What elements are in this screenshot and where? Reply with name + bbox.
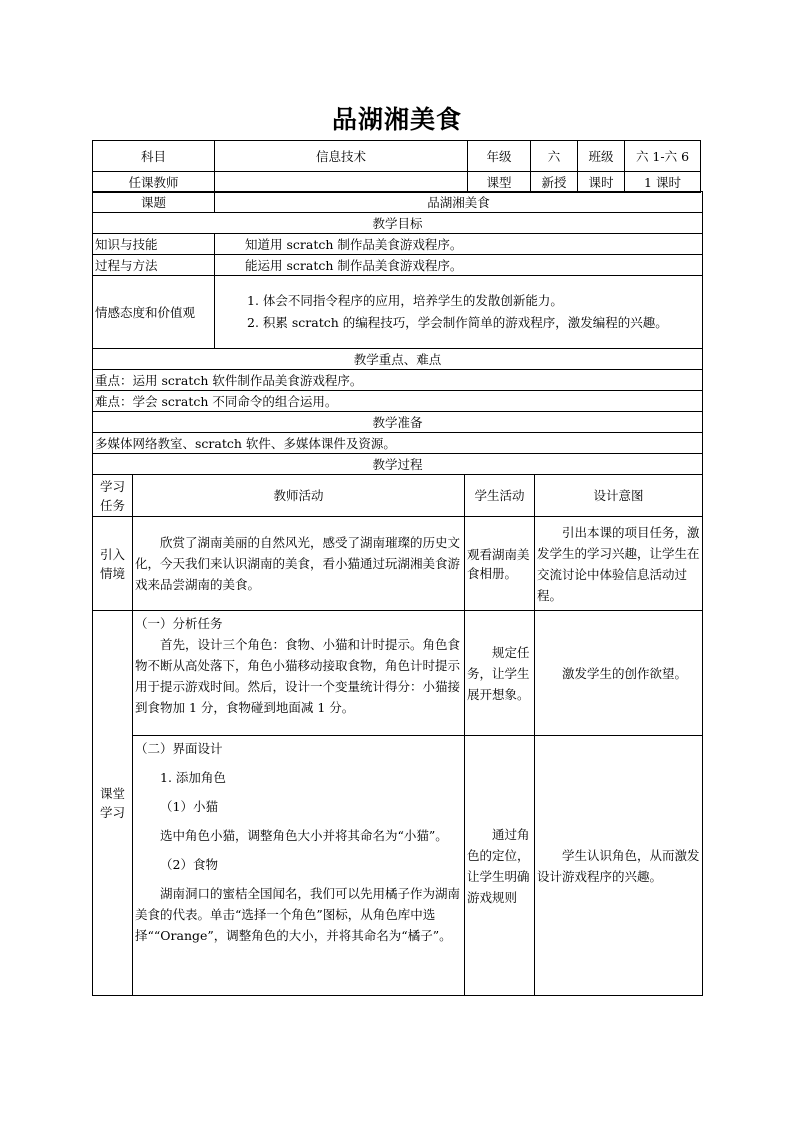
col-teacher-header: 教师活动 xyxy=(133,475,465,517)
analysis-title: （一）分析任务 xyxy=(135,616,223,631)
intro-teacher-activity: 欣赏了湖南美丽的自然风光，感受了湖南璀璨的历史文化，今天我们来认识湖南的美食，看小猫通过玩湖湘美食游戏来品尝湖南的美食。 xyxy=(133,517,465,611)
process-label: 过程与方法 xyxy=(93,255,215,276)
teacher-label: 任课教师 xyxy=(93,172,215,193)
keypoints-heading: 教学重点、难点 xyxy=(93,349,703,370)
cat-subtitle: （1）小猫 xyxy=(160,799,218,814)
type-label: 课型 xyxy=(468,172,531,193)
intro-design-intent: 引出本课的项目任务，激发学生的学习兴趣，让学生在交流讨论中体验信息活动过程。 xyxy=(535,517,703,611)
analysis-student-activity: 规定任务，让学生展开想象。 xyxy=(465,611,535,736)
topic-value: 品湖湘美食 xyxy=(215,192,703,213)
header-table xyxy=(92,140,701,193)
objectives-heading: 教学目标 xyxy=(93,213,703,234)
ui-design-cell xyxy=(133,736,465,996)
class-value: 六 1-六 6 xyxy=(625,141,701,172)
analysis-body: 首先，设计三个角色：食物、小猫和计时提示。角色食物不断从高处落下，角色小猫移动接取食物，角色计时提示用于提示游戏时间。然后，设计一个变量统计得分：小猫接到食物加 1 分，食物碰到地面减 1 分。 xyxy=(135,637,461,715)
knowledge-text: 知道用 scratch 制作品美食游戏程序。 xyxy=(215,234,703,255)
key-point-text: 重点：运用 scratch 软件制作品美食游戏程序。 xyxy=(93,370,703,391)
main-table xyxy=(92,191,703,996)
col-task-header: 学习任务 xyxy=(93,475,133,517)
ui-design-title: （二）界面设计 xyxy=(135,741,223,756)
class-label: 班级 xyxy=(578,141,625,172)
grade-value: 六 xyxy=(531,141,578,172)
emotion-cell xyxy=(215,276,703,349)
subject-value: 信息技术 xyxy=(215,141,468,172)
emotion-label: 情感态度和价值观 xyxy=(93,276,215,349)
food-body: 湖南洞口的蜜桔全国闻名，我们可以先用橘子作为湖南美食的代表。单击“选择一个角色”图标，从角色库中选择““Orange”，调整角色的大小，并将其命名为“橘子”。 xyxy=(135,886,461,943)
process-text: 能运用 scratch 制作品美食游戏程序。 xyxy=(215,255,703,276)
class-task: 课堂学习 xyxy=(93,611,133,996)
hours-value: 1 课时 xyxy=(625,172,701,193)
preparation-text: 多媒体网络教室、scratch 软件、多媒体课件及资源。 xyxy=(93,433,703,454)
preparation-heading: 教学准备 xyxy=(93,412,703,433)
intro-student-activity: 观看湖南美食相册。 xyxy=(465,517,535,611)
knowledge-label: 知识与技能 xyxy=(93,234,215,255)
teacher-value xyxy=(215,172,468,193)
difficult-point-text: 难点：学会 scratch 不同命令的组合运用。 xyxy=(93,391,703,412)
cat-body: 选中角色小猫，调整角色大小并将其命名为“小猫”。 xyxy=(160,828,448,843)
topic-label: 课题 xyxy=(93,192,215,213)
food-subtitle: （2）食物 xyxy=(160,857,218,872)
intro-task: 引入情境 xyxy=(93,517,133,611)
analysis-cell xyxy=(133,611,465,736)
emotion-text-1: 1. 体会不同指令程序的应用，培养学生的发散创新能力。 xyxy=(247,293,563,308)
grade-label: 年级 xyxy=(468,141,531,172)
col-student-header: 学生活动 xyxy=(465,475,535,517)
ui-design-intent: 学生认识角色，从而激发设计游戏程序的兴趣。 xyxy=(535,736,703,996)
col-intent-header: 设计意图 xyxy=(535,475,703,517)
hours-label: 课时 xyxy=(578,172,625,193)
analysis-design-intent: 激发学生的创作欲望。 xyxy=(535,611,703,736)
emotion-text-2: 2. 积累 scratch 的编程技巧，学会制作简单的游戏程序，激发编程的兴趣。 xyxy=(247,315,668,330)
document-title: 品湖湘美食 xyxy=(331,105,462,134)
subject-label: 科目 xyxy=(93,141,215,172)
add-role-step: 1. 添加角色 xyxy=(160,770,226,785)
teaching-process-heading: 教学过程 xyxy=(93,454,703,475)
ui-design-student-activity: 通过角色的定位，让学生明确游戏规则 xyxy=(465,736,535,996)
type-value: 新授 xyxy=(531,172,578,193)
